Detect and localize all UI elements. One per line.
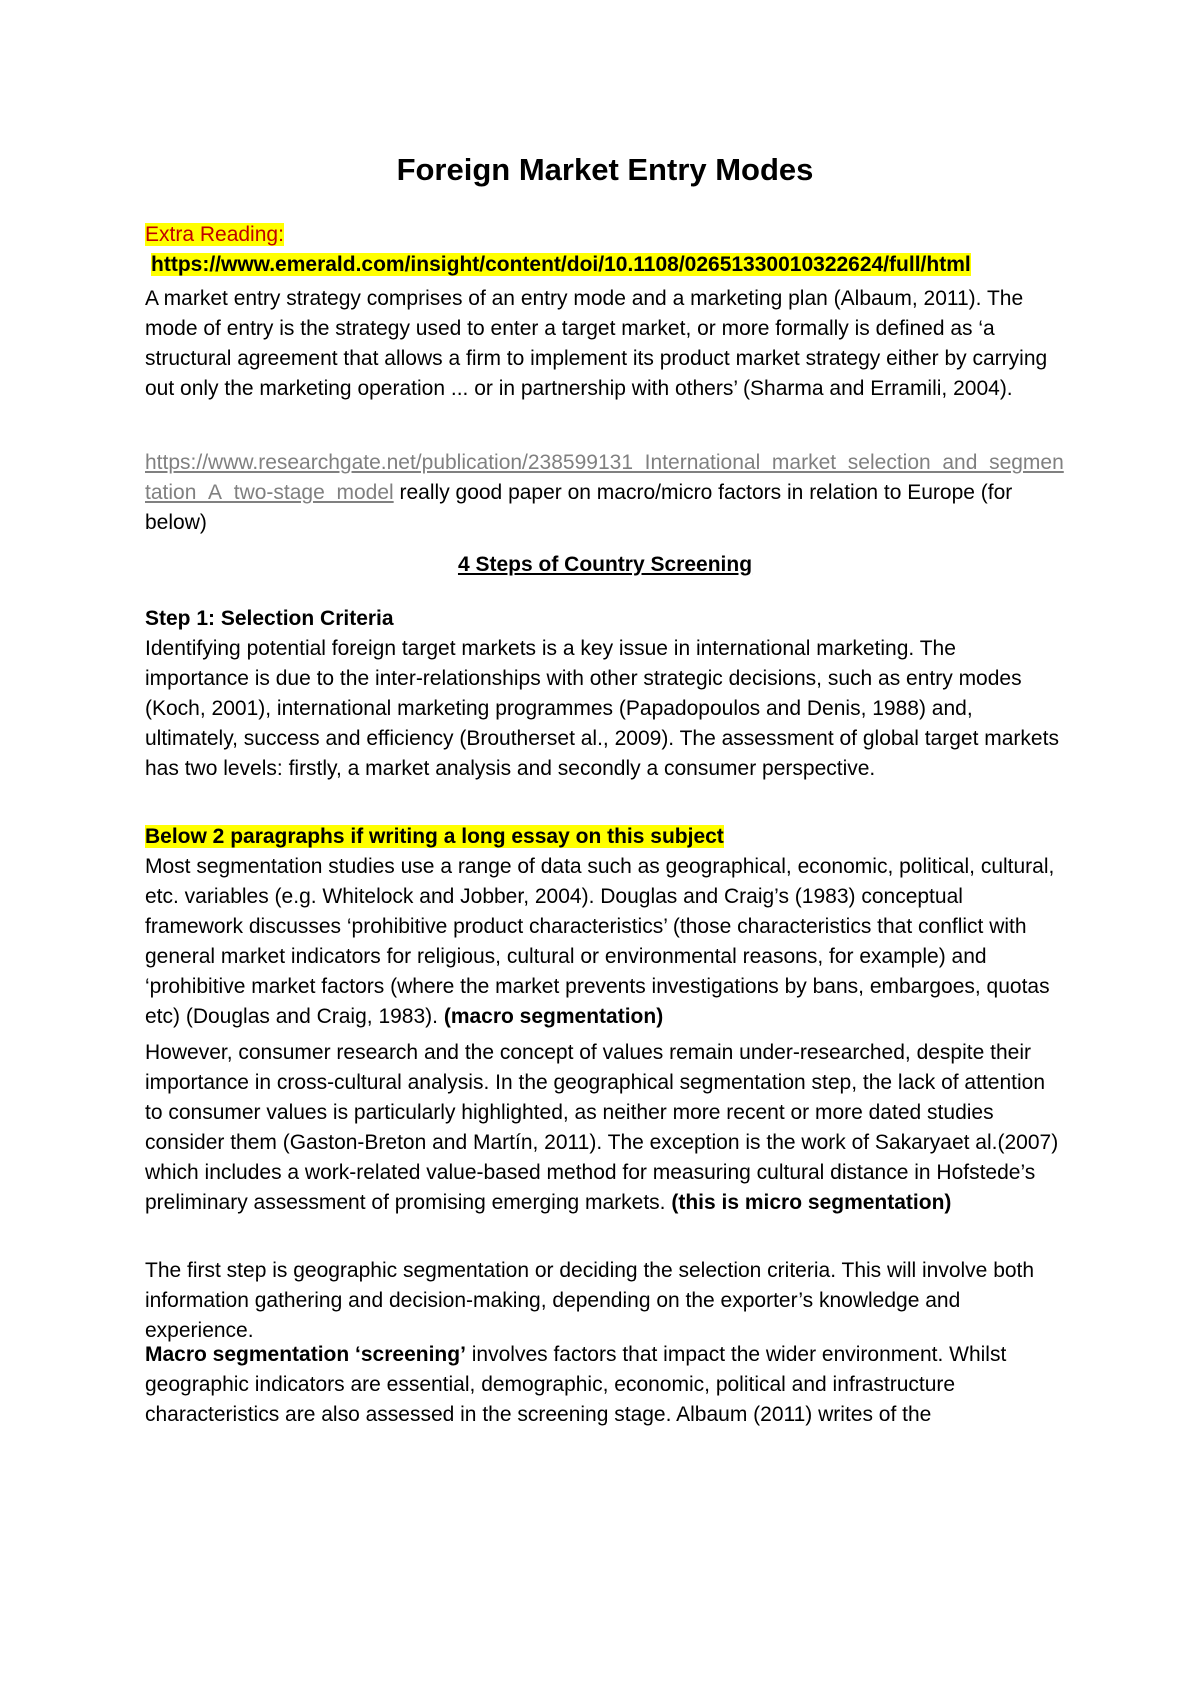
page-title: Foreign Market Entry Modes [396, 152, 814, 187]
researchgate-paragraph [145, 448, 1065, 538]
macro-paragraph [145, 1340, 1065, 1430]
first-step-paragraph: The first step is geographic segmentation or deciding the selection criteria. This will involve both information gathering and decision-making, depending on the exporter’s knowledge and experience. [145, 1259, 1035, 1342]
step1-heading: Step 1: Selection Criteria [145, 607, 394, 630]
step1-text: Identifying potential foreign target markets is a key issue in international marketing. The importance is due to the inter-relationships with other strategic decisions, such as entry modes (Koch, 2001), international marketing programmes (Papadopoulos and Denis, 1988) and, ultimately, success and efficiency (Broutherset al., 2009). The assessment of global target markets has two levels: firstly, a market analysis and secondly a consumer perspective. [145, 637, 1059, 780]
long-essay-block [145, 822, 1065, 1032]
extra-reading [145, 220, 1065, 280]
extra-reading-label: Extra Reading: [145, 223, 284, 246]
macro-bold: Macro segmentation ‘screening’ [145, 1343, 466, 1366]
long-essay-highlight: Below 2 paragraphs if writing a long essay on this subject [145, 825, 724, 848]
macro-segmentation-note: (macro segmentation) [443, 1005, 664, 1028]
researchgate-note: really good paper on macro/micro factors in relation to Europe (for below) [145, 481, 1013, 534]
extra-reading-url[interactable]: https://www.emerald.com/insight/content/doi/10.1108/02651330010322624/full/html [151, 253, 971, 276]
long-essay-paragraph1: Most segmentation studies use a range of data such as geographical, economic, political, cultural, etc. variables (e.g. Whitelock and Jobber, 2004). Douglas and Craig’s (1983) conceptual framework discusses ‘prohibitive product characteristics’ (those characteristics that conflict with general market indicators for religious, cultural or environmental reasons, for example) and ‘prohibitive market factors (where the market prevents investigations by bans, embargoes, quotas etc) (Douglas and Craig, 1983). [145, 855, 1055, 1028]
researchgate-link[interactable]: https://www.researchgate.net/publication/238599131_International_market_selection_and_segmentation_A_two-stage_model [145, 451, 1064, 504]
long-essay-paragraph2: However, consumer research and the concept of values remain under-researched, despite their importance in cross-cultural analysis. In the geographical segmentation step, the lack of attention to consumer values is particularly highlighted, as neither more recent or more dated studies consider them (Gaston-Breton and Martín, 2011). The exception is the work of Sakaryaet al.(2007) which includes a work-related value-based method for measuring cultural distance in Hofstede’s preliminary assessment of promising emerging markets. [145, 1041, 1059, 1214]
micro-segmentation-note: (this is micro segmentation) [671, 1191, 952, 1214]
intro-paragraph: A market entry strategy comprises of an entry mode and a marketing plan (Albaum, 2011). The mode of entry is the strategy used to enter a target market, or more formally is defined as ‘a structural agreement that allows a firm to implement its product market strategy either by carrying out only the marketing operation ... or in partnership with others’ (Sharma and Erramili, 2004). [145, 287, 1048, 400]
long-essay-paragraph2-block [145, 1038, 1065, 1218]
section-heading: 4 Steps of Country Screening [457, 553, 753, 576]
step1-block [145, 604, 1065, 784]
macro-text: involves factors that impact the wider environment. Whilst geographic indicators are essential, demographic, economic, political and infrastructure characteristics are also assessed in the screening stage. Albaum (2011) writes of the [145, 1343, 1007, 1426]
